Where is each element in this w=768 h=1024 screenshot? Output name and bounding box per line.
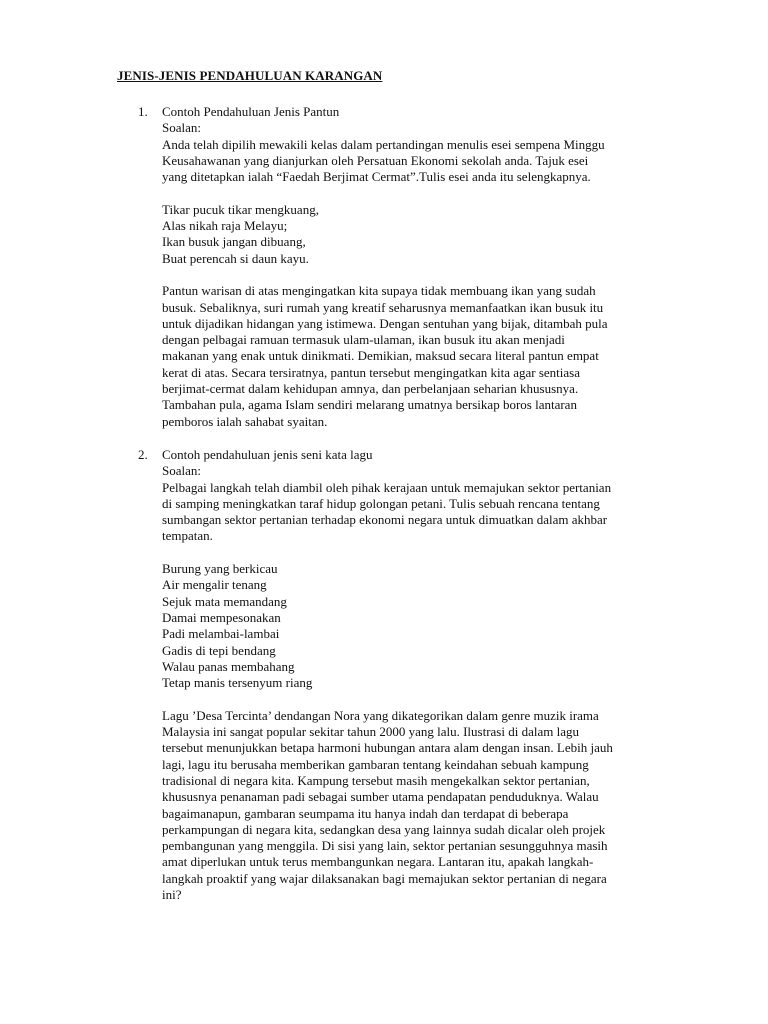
paragraph-line: khususnya penanaman padi sebagai sumber utama pendapatan penduduknya. Walau [162,789,599,805]
paragraph-line: Malaysia ini sangat popular sekitar tahun 2000 yang lalu. Ilustrasi di dalam lagu [162,724,579,740]
question-text [162,480,658,545]
paragraph-line: tradisional di negara kita. Kampung tersebut masih mengekalkan sektor pertanian, [162,772,590,788]
soalan-label: Soalan: [162,463,201,479]
question-line: Keusahawanan yang dianjurkan oleh Persatuan Ekonomi sekolah anda. Tajuk esei [162,152,589,168]
paragraph-line: untuk dijadikan hidangan yang istimewa. Dengan sentuhan yang bijak, ditambah pula [162,315,608,331]
question-line: sumbangan sektor pertanian terhadap ekonomi negara untuk dimuatkan dalam akhbar [162,512,608,528]
paragraph-line: kerat di atas. Secara tersiratnya, pantun tersebut mengingatkan kita agar sentiasa [162,364,580,380]
verse-line: Damai mempesonakan [162,609,281,625]
intro-paragraph [162,283,658,430]
paragraph-line: pembangunan yang menggila. Di sisi yang lain, sektor pertanian sesungguhnya masih [162,838,608,854]
soalan-label: Soalan: [162,120,201,136]
section-seni-kata-lagu [138,447,658,903]
paragraph-line: perkampungan di negara kita, sedangkan desa yang lainnya sudah dicalar oleh projek [162,821,606,837]
paragraph-line: berjimat-cermat dalam kehidupan amnya, dan perbelanjaan seharian khususnya. [162,381,579,397]
verse-line: Buat perencah si daun kayu. [162,250,309,266]
paragraph-line: Tambahan pula, agama Islam sendiri melarang umatnya bersikap boros lantaran [162,397,577,413]
section-heading: Contoh Pendahuluan Jenis Pantun [162,104,340,119]
question-text [162,137,658,186]
paragraph-line: makanan yang enak untuk dinikmati. Demikian, maksud secara literal pantun empat [162,348,599,364]
verse-line: Tetap manis tersenyum riang [162,675,313,691]
verse-line: Air mengalir tenang [162,577,267,593]
section-heading: Contoh pendahuluan jenis seni kata lagu [162,447,373,462]
question-line: di samping meningkatkan taraf hidup golongan petani. Tulis sebuah rencana tentang [162,495,600,511]
section-body [162,104,658,430]
paragraph-line: busuk. Sebaliknya, suri rumah yang kreatif seharusnya memanfaatkan ikan busuk itu [162,299,604,315]
section-number: 1. [138,104,148,119]
paragraph-line: ini? [162,887,182,903]
question-line: yang ditetapkan ialah “Faedah Berjimat Cermat”.Tulis esei anda itu selengkapnya. [162,169,591,185]
document-title: JENIS-JENIS PENDAHULUAN KARANGAN [117,68,383,83]
paragraph-line: Pantun warisan di atas mengingatkan kita supaya tidak membuang ikan yang sudah [162,283,596,299]
question-line: Pelbagai langkah telah diambil oleh pihak kerajaan untuk memajukan sektor pertanian [162,479,612,495]
verse-line: Padi melambai-lambai [162,626,280,642]
paragraph-line: amat diperlukan untuk terus membangunkan negara. Lantaran itu, apakah langkah- [162,854,594,870]
question-line: tempatan. [162,528,213,544]
question-line: Anda telah dipilih mewakili kelas dalam pertandingan menulis esei sempena Minggu [162,136,605,152]
verse-line: Tikar pucuk tikar mengkuang, [162,201,319,217]
paragraph-line: dengan pelbagai ramuan termasuk ulam-ulaman, ikan busuk itu akan menjadi [162,332,565,348]
section-body [162,447,658,903]
section-number: 2. [138,447,148,462]
paragraph-line: pemboros ialah sahabat syaitan. [162,413,328,429]
verse-line: Walau panas membahang [162,658,295,674]
verse-line: Gadis di tepi bendang [162,642,276,658]
pantun-verse [162,202,658,267]
paragraph-line: langkah proaktif yang wajar dilaksanakan bagi memajukan sektor pertanian di negara [162,870,607,886]
verse-line: Alas nikah raja Melayu; [162,218,288,234]
lyrics-verse [162,561,658,691]
paragraph-line: Lagu ’Desa Tercinta’ dendangan Nora yang dikategorikan dalam genre muzik irama [162,707,599,723]
section-pantun [138,104,658,430]
verse-line: Burung yang berkicau [162,561,278,577]
paragraph-line: bagaimanapun, gambaran seumpama itu hanya indah dan terdapat di beberapa [162,805,569,821]
paragraph-line: tersebut menunjukkan betapa harmoni hubungan antara alam dengan insan. Lebih jauh [162,740,613,756]
verse-line: Ikan busuk jangan dibuang, [162,234,306,250]
intro-paragraph [162,708,658,904]
verse-line: Sejuk mata memandang [162,593,287,609]
paragraph-line: lagi, lagu itu berusaha memberikan gambaran tentang keindahan sebuah kampung [162,756,589,772]
